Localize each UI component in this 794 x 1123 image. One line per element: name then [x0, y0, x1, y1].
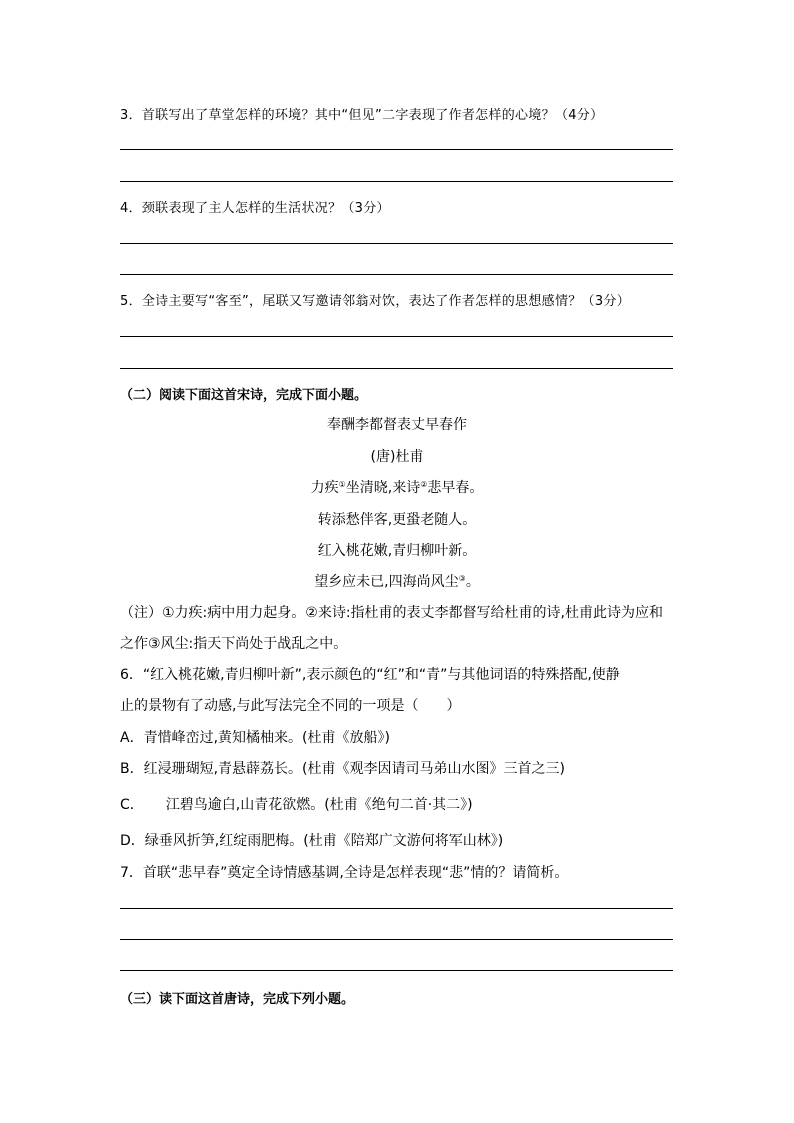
answer-line: [120, 939, 673, 940]
poem-text: 。: [465, 574, 480, 590]
footnote-mark: ①: [338, 480, 346, 489]
answer-line: [120, 181, 673, 182]
poem-text: 悲早春。: [427, 480, 484, 496]
poem-line-2: 转添愁伴客,更蛩老随人。: [317, 512, 477, 528]
question-4: 4．颈联表现了主人怎样的生活状况？（3分）: [120, 201, 390, 216]
option-a: A．青惜峰峦过,黄知橘柚来。(杜甫《放船》): [120, 730, 390, 746]
question-7: 7．首联“悲早春”奠定全诗情感基调,全诗是怎样表现“悲”情的？请简析。: [120, 865, 569, 881]
question-6-line-2: 止的景物有了动感,与此写法完全不同的一项是（ ）: [120, 698, 461, 714]
answer-line: [120, 274, 673, 275]
answer-line: [120, 908, 673, 909]
poem-line-1: [0, 477, 794, 497]
poem-title: 奉酬李都督表丈早春作: [327, 417, 467, 433]
poem-text: 力疾: [310, 480, 339, 496]
option-b: B．红浸珊瑚短,青悬薜荔长。(杜甫《观李因请司马弟山水图》三首之三): [120, 761, 565, 777]
answer-line: [120, 970, 673, 971]
poem-text: 望乡应未已,四海尚风尘: [314, 574, 459, 590]
question-6-line-1: 6．“红入桃花嫩,青归柳叶新”,表示颜色的“红”和“青”与其他词语的特殊搭配,使静: [120, 667, 620, 683]
poem-text: 坐清晓,来诗: [345, 480, 421, 496]
footnote-mark: ②: [420, 480, 428, 489]
option-c-label: C．: [120, 797, 144, 813]
question-5: 5．全诗主要写“客至”，尾联又写邀请邻翁对饮，表达了作者怎样的思想感情？（3分）: [120, 294, 631, 309]
section-3-heading: （三）读下面这首唐诗，完成下列小题。: [120, 992, 355, 1007]
answer-line: [120, 149, 673, 150]
notes-line-2: 之作③风尘:指天下尚处于战乱之中。: [120, 636, 348, 652]
option-c: [120, 794, 473, 814]
answer-line: [120, 243, 673, 244]
poem-author: (唐)杜甫: [370, 449, 424, 465]
answer-line: [120, 368, 673, 369]
option-d: D．绿垂风折笋,红绽雨肥梅。(杜甫《陪郑广文游何将军山林》): [120, 833, 504, 849]
option-c-text: 江碧鸟逾白,山青花欲燃。(杜甫《绝句二首·其二》): [165, 797, 473, 813]
poem-line-4: [0, 571, 794, 591]
notes-line-1: （注）①力疾:病中用力起身。②来诗:指杜甫的表丈李都督写给杜甫的诗,杜甫此诗为应和: [120, 605, 663, 621]
question-3: 3．首联写出了草堂怎样的环境？其中“但见”二字表现了作者怎样的心境？（4分）: [120, 108, 604, 123]
poem-line-3: 红入桃花嫩,青归柳叶新。: [317, 543, 477, 559]
footnote-mark: ③: [458, 574, 466, 583]
section-2-heading: （二）阅读下面这首宋诗，完成下面小题。: [120, 388, 368, 403]
answer-line: [120, 336, 673, 337]
